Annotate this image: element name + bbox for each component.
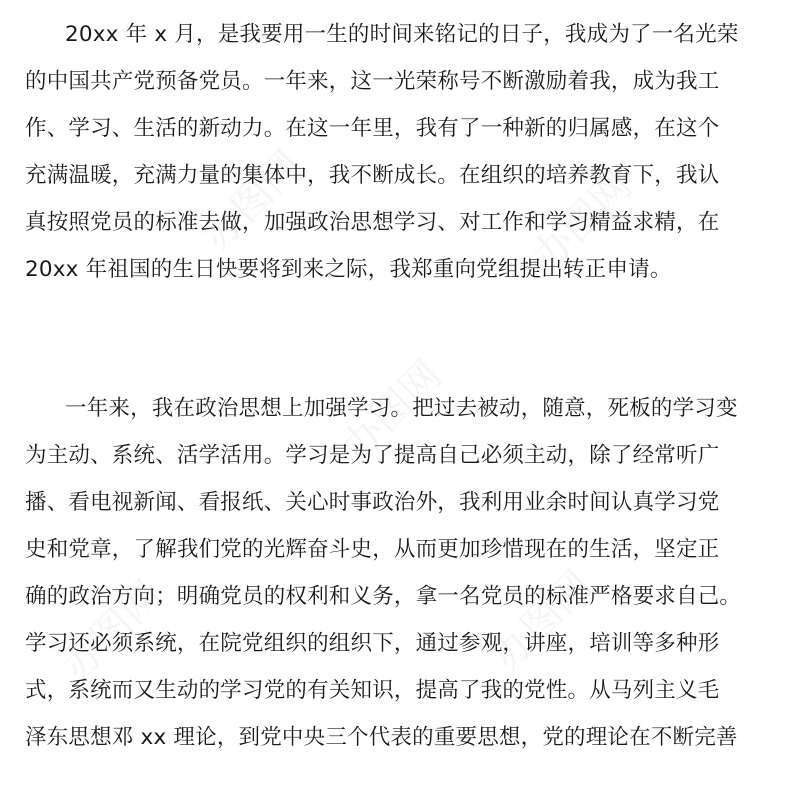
- paragraph-line: 式，系统而又生动的学习党的有关知识，提高了我的党性。从马列主义毛: [25, 678, 720, 703]
- paragraph-line: 播、看电视新闻、看报纸、关心时事政治外，我利用业余时间认真学习党: [25, 490, 720, 515]
- watermark-1: 办图网: [193, 142, 312, 260]
- paragraph-line: 真按照党员的标准去做，加强政治思想学习、对工作和学习精益求精，在: [25, 210, 720, 235]
- watermark-4: 办图网: [53, 572, 172, 690]
- paragraph-line: 的中国共产党预备党员。一年来，这一光荣称号不断激励着我，成为我工: [25, 69, 720, 94]
- paragraph-line: 充满温暖，充满力量的集体中，我不断成长。在组织的培养教育下，我认: [25, 163, 720, 188]
- watermark-5: 办图网: [483, 562, 602, 680]
- paragraph-line: 20xx 年 x 月，是我要用一生的时间来铭记的日子，我成为了一名光荣: [65, 22, 739, 47]
- paragraph-line: 泽东思想邓 xx 理论，到党中央三个代表的重要思想，党的理论在不断完善: [25, 725, 738, 750]
- paragraph-line: 为主动、系统、活学活用。学习是为了提高自己必须主动，除了经常听广: [25, 443, 720, 468]
- watermark-3: 办图网: [333, 352, 452, 470]
- paragraph-line: 一年来，我在政治思想上加强学习。把过去被动，随意，死板的学习变: [65, 396, 738, 421]
- paragraph-line: 20xx 年祖国的生日快要将到来之际，我郑重向党组提出转正申请。: [25, 257, 672, 282]
- paragraph-line: 确的政治方向；明确党员的权利和义务，拿一名党员的标准严格要求自己。: [25, 584, 742, 609]
- paragraph-line: 史和党章，了解我们党的光辉奋斗史，从而更加珍惜现在的生活，坚定正: [25, 537, 720, 562]
- watermark-2: 办图网: [523, 162, 642, 280]
- paragraph-line: 学习还必须系统，在院党组织的组织下，通过参观，讲座，培训等多种形: [25, 631, 720, 656]
- paragraph-line: 作、学习、生活的新动力。在这一年里，我有了一种新的归属感，在这个: [25, 116, 720, 141]
